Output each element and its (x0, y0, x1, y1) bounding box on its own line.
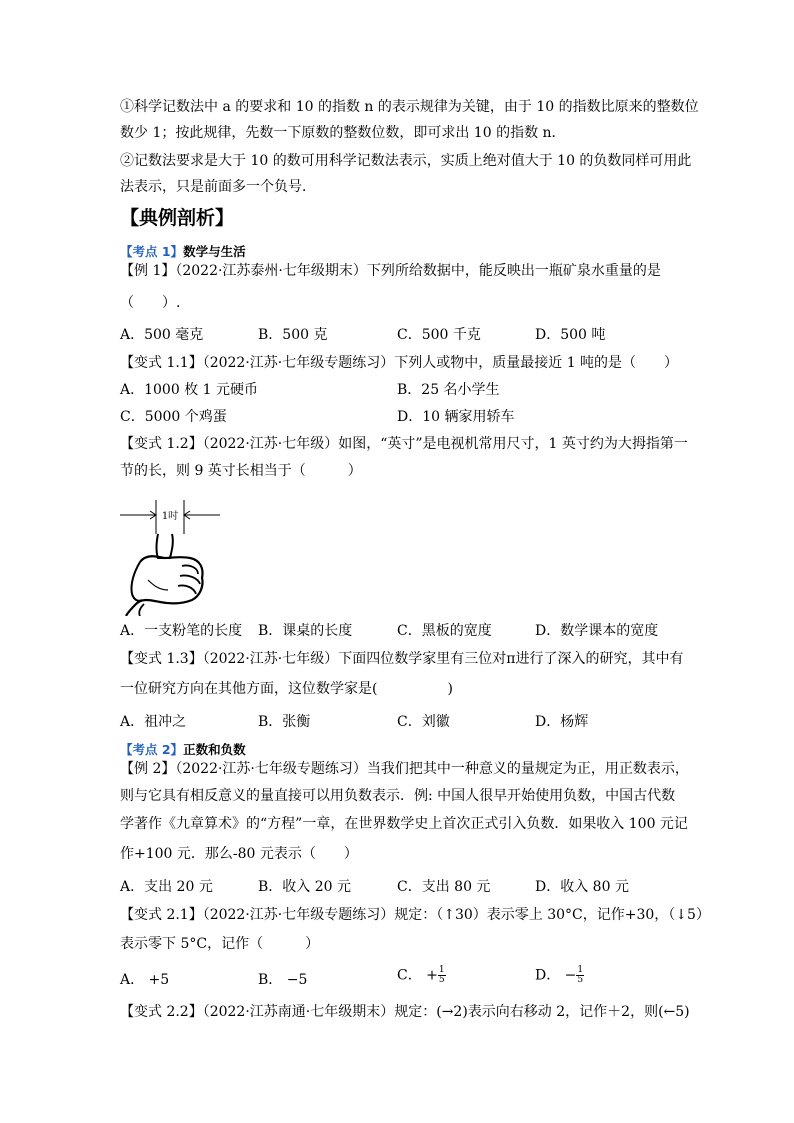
fraction-denominator: 5 (438, 975, 445, 985)
fraction-numerator: 1 (577, 965, 584, 975)
variant-2-1-option-c-fraction (438, 966, 446, 985)
variant-1-2-option-c: C．黑板的宽度 (397, 623, 492, 639)
variant-2-1-option-d-fraction (576, 966, 584, 985)
variant-1-3-option-d: D．杨辉 (535, 714, 589, 730)
variant-1-2-option-a: A．一支粉笔的长度 (120, 623, 243, 639)
example-2-stem-line-4: 作+100 元．那么-80 元表示（ ） (120, 846, 358, 862)
variant-1-1-option-b: B．25 名小学生 (397, 382, 500, 398)
example-1-stem: 【例 1】（2022·江苏泰州·七年级期末）下列所给数据中，能反映出一瓶矿泉水重量的是 (120, 263, 661, 279)
example-1-blank: （ ）. (120, 295, 181, 311)
inch-label: 1吋 (161, 511, 179, 522)
example-2-stem-line-2: 则与它具有相反意义的量直接可以用负数表示．例: 中国人很早开始使用负数，中国古代数 (120, 788, 676, 804)
intro-line-1: ①科学记数法中 a 的要求和 10 的指数 n 的表示规律为关键，由于 10 的指数比原来的整数位 (120, 99, 699, 115)
variant-1-2-stem-line-2: 节的长，则 9 英寸长相当于（ ） (120, 463, 362, 479)
variant-1-3-option-b: B．张衡 (258, 714, 311, 730)
topic-2-tag: 【考点 2】 (120, 742, 184, 757)
variant-1-2-option-d: D．数学课本的宽度 (535, 623, 659, 639)
example-1-option-a: A．500 毫克 (120, 327, 204, 343)
thumb-measure-figure (120, 500, 220, 616)
example-1-option-d: D．500 吨 (535, 327, 606, 343)
variant-2-1-stem-line-2: 表示零下 5°C，记作（ ） (120, 936, 320, 952)
variant-1-2-option-b: B．课桌的长度 (258, 623, 353, 639)
variant-1-3-option-a: A．祖冲之 (120, 714, 187, 730)
topic-1-tag: 【考点 1】 (120, 244, 184, 259)
intro-line-3: ②记数法要求是大于 10 的数可用科学记数法表示，实质上绝对值大于 10 的负数同样可用此 (120, 153, 692, 169)
variant-2-1-option-d-prefix: D． − (535, 967, 577, 984)
example-2-stem-line-1: 【例 2】（2022·江苏·七年级专题练习）当我们把其中一种意义的量规定为正，用正数表示， (120, 761, 689, 777)
section-heading: 【典例剖析】 (120, 207, 235, 229)
variant-1-3-option-c: C．刘徽 (397, 714, 450, 730)
variant-1-2-stem-line-1: 【变式 1.2】（2022·江苏·七年级）如图，“英寸”是电视机常用尺寸，1 英寸约为大拇指第一 (120, 436, 688, 452)
variant-1-1-option-c: C．5000 个鸡蛋 (120, 409, 227, 425)
topic-1-header (120, 243, 246, 261)
variant-1-1-stem: 【变式 1.1】（2022·江苏·七年级专题练习）下列人或物中，质量最接近 1 吨的是（ ） (120, 355, 679, 371)
variant-1-3-stem-line-2: 一位研究方向在其他方面，这位数学家是( ) (120, 681, 453, 697)
example-2-option-a: A．支出 20 元 (120, 879, 213, 895)
intro-line-4: 法表示，只是前面多一个负号． (120, 179, 316, 195)
variant-2-1-option-b: B． −5 (258, 972, 308, 988)
variant-2-1-option-c (397, 966, 446, 985)
example-1-option-b: B．500 克 (258, 327, 328, 343)
variant-2-1-stem-line-1: 【变式 2.1】（2022·江苏·七年级专题练习）规定：（↑30）表示零上 30°C，记作+30，（↓5） (120, 907, 710, 923)
variant-2-2-stem-line-1: 【变式 2.2】（2022·江苏南通·七年级期末）规定：(→2)表示向右移动 2，记作＋2，则(←5) (120, 1004, 690, 1020)
fraction-denominator: 5 (577, 975, 584, 985)
topic-2-title: 正数和负数 (183, 742, 246, 757)
topic-2-header (120, 741, 246, 759)
variant-1-1-option-d: D．10 辆家用轿车 (397, 409, 515, 425)
fraction-numerator: 1 (438, 965, 445, 975)
variant-1-1-option-a: A．1000 枚 1 元硬币 (120, 382, 258, 398)
variant-1-3-stem-line-1: 【变式 1.3】（2022·江苏·七年级）下面四位数学家里有三位对π进行了深入的研究，其中有 (120, 651, 684, 667)
intro-line-2: 数少 1；按此规律，先数一下原数的整数位数，即可求出 10 的指数 n． (120, 125, 566, 141)
variant-2-1-option-d (535, 966, 584, 985)
variant-2-1-option-c-prefix: C． + (397, 967, 438, 984)
example-2-option-c: C．支出 80 元 (397, 879, 491, 895)
example-2-option-b: B．收入 20 元 (258, 879, 352, 895)
thumb-inch-illustration (120, 500, 220, 616)
topic-1-title: 数学与生活 (183, 244, 246, 259)
variant-2-1-option-a: A． +5 (120, 972, 170, 988)
example-2-option-d: D．收入 80 元 (535, 879, 629, 895)
example-2-stem-line-3: 学著作《九章算术》的“方程”一章，在世界数学史上首次正式引入负数．如果收入 100 元记 (120, 816, 688, 832)
example-1-option-c: C．500 千克 (397, 327, 481, 343)
